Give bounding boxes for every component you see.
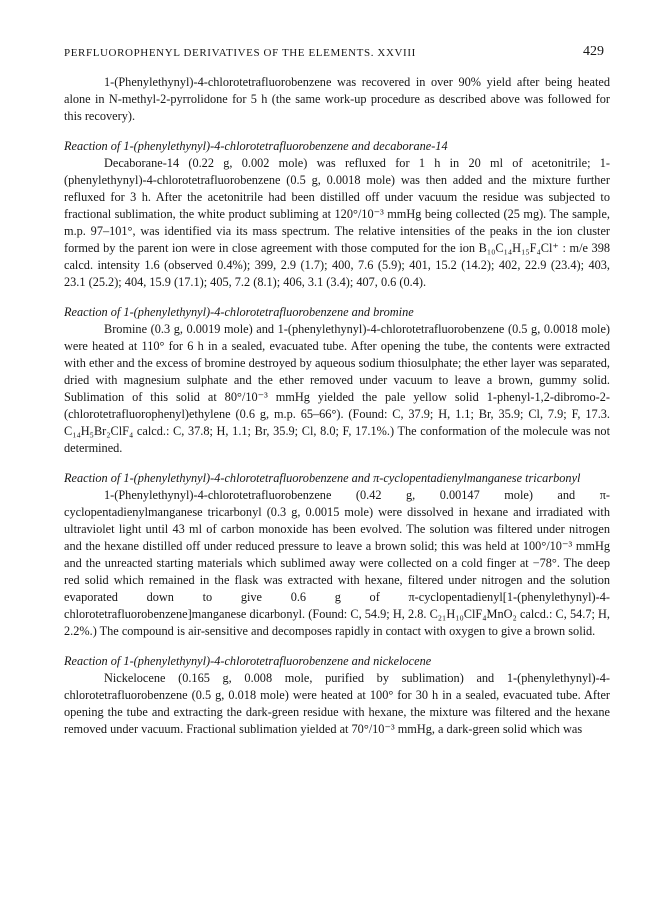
article-body [64, 74, 610, 738]
section-heading-nickelocene: Reaction of 1-(phenylethynyl)-4-chlorotetrafluorobenzene and nickelocene [64, 654, 432, 668]
running-header [64, 44, 604, 62]
section-heading-bromine: Reaction of 1-(phenylethynyl)-4-chlorotetrafluorobenzene and bromine [64, 305, 414, 319]
intro-paragraph: 1-(Phenylethynyl)-4-chlorotetrafluorobenzene was recovered in over 90% yield after being heated alone in N-methyl-2-pyrrolidone for 5 h (the same work-up procedure as described above was followed for this recovery). [64, 75, 610, 123]
page-number: 429 [583, 44, 604, 59]
section-heading-decaborane: Reaction of 1-(phenylethynyl)-4-chlorotetrafluorobenzene and decaborane-14 [64, 139, 448, 153]
section-text-manganese: 1-(Phenylethynyl)-4-chlorotetrafluorobenzene (0.42 g, 0.00147 mole) and π-cyclopentadienylmanganese tricarbonyl (0.3 g, 0.0015 mole) were dissolved in hexane and irradiated with ultraviolet light until 43 ml of carbon monoxide has been evolved. The solution was filtered under nitrogen and the hexane distilled off under reduced pressure to leave a brown solid; this was held at 100°/10⁻³ mmHg and the unreacted starting materials which sublimed away were collected on a cold finger at −78°. The deep red solid which remained in the flask was extracted with hexane, filtered under nitrogen and the solution evaporated down to give 0.6 g of π-cyclopentadienyl[1-(phenylethynyl)-4-chlorotetrafluorobenzene]manganese dicarbonyl. (Found: C, 54.9; H, 2.8. C₂₁H₁₀ClF₄MnO₂ calcd.: C, 54.7; H, 2.2%.) The compound is air-sensitive and decomposes rapidly in contact with oxygen to give a brown solid. [64, 488, 610, 638]
section-heading-manganese: Reaction of 1-(phenylethynyl)-4-chlorotetrafluorobenzene and π-cyclopentadienylmanganese tricarbonyl [64, 471, 581, 485]
section-text-decaborane: Decaborane-14 (0.22 g, 0.002 mole) was refluxed for 1 h in 20 ml of acetonitrile; 1-(phenylethynyl)-4-chlorotetrafluorobenzene (0.5 g, 0.0018 mole) was then added and the mixture further refluxed for 3 h. After the acetonitrile had been distilled off under vacuum the residue was subjected to fractional sublimation, the white product subliming at 120°/10⁻³ mmHg being collected (25 mg). The sample, m.p. 97–101°, was identified via its mass spectrum. The relative intensities of the peaks in the ion cluster formed by the parent ion were in close agreement with those computed for the ion B₁₀C₁₄H₁₅F₄Cl⁺ : m/e 398 calcd. intensity 1.6 (observed 0.4%); 399, 2.9 (1.7); 400, 7.6 (5.9); 401, 15.2 (14.2); 402, 22.9 (23.4); 403, 23.1 (25.2); 404, 15.9 (17.1); 405, 7.2 (8.1); 406, 3.1 (3.4); 407, 0.6 (0.4). [64, 156, 610, 289]
section-text-bromine: Bromine (0.3 g, 0.0019 mole) and 1-(phenylethynyl)-4-chlorotetrafluorobenzene (0.5 g, 0.0018 mole) were heated at 110° for 6 h in a sealed, evacuated tube. After opening the tube, the contents were extracted with ether and the excess of bromine destroyed by aqueous sodium thiosulphate; the ether layer was separated, dried with magnesium sulphate and the ether removed under vacuum to leave a brown, gummy solid. Sublimation of this solid at 80°/10⁻³ mmHg yielded the pale yellow solid 1-phenyl-1,2-dibromo-2-(chlorotetrafluorophenyl)ethylene (0.6 g, m.p. 65–66°). (Found: C, 37.9; H, 1.1; Br, 35.9; Cl, 7.9; F, 17.3. C₁₄H₅Br₂ClF₄ calcd.: C, 37.8; H, 1.1; Br, 35.9; Cl, 8.0; F, 17.1%.) The conformation of the molecule was not determined. [64, 322, 610, 455]
section-text-nickelocene: Nickelocene (0.165 g, 0.008 mole, purified by sublimation) and 1-(phenylethynyl)-4-chlorotetrafluorobenzene (0.5 g, 0.018 mole) were heated at 100° for 30 h in a sealed, evacuated tube. After opening the tube and extracting the dark-green residue with hexane, the mixture was filtered and the hexane removed under vacuum. Fractional sublimation yielded at 70°/10⁻³ mmHg, a dark-green solid which was [64, 671, 610, 736]
running-title: PERFLUOROPHENYL DERIVATIVES OF THE ELEMENTS. XXVIII [64, 47, 416, 59]
